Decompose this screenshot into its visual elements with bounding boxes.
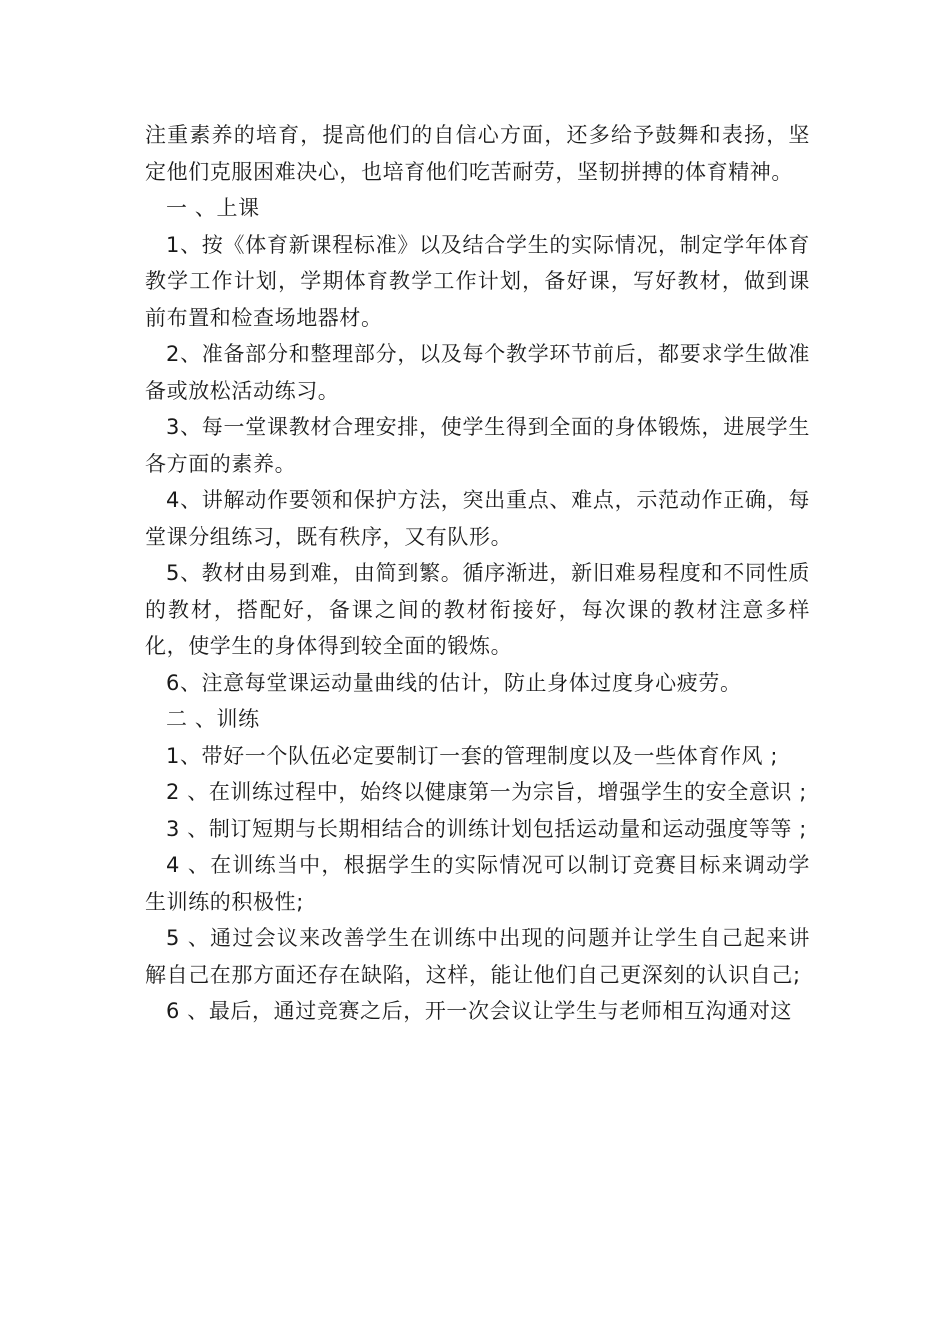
class-item-5: 5、教材由易到难，由简到繁。循序渐进，新旧难易程度和不同性质的教材，搭配好，备课之间的教材衔接好，每次课的教材注意多样化，使学生的身体得到较全面的锻炼。 bbox=[145, 561, 810, 658]
paragraph-intro: 注重素养的培育，提高他们的自信心方面，还多给予鼓舞和表扬，坚定他们克服困难决心，也培育他们吃苦耐劳，坚韧拼搏的体育精神。 bbox=[145, 123, 810, 184]
training-item-6: 6 、最后，通过竞赛之后，开一次会议让学生与老师相互沟通对这 bbox=[166, 999, 793, 1023]
training-item-5: 5 、通过会议来改善学生在训练中出现的问题并让学生自己起来讲解自己在那方面还存在缺陷，这样，能让他们自己更深刻的认识自己; bbox=[145, 926, 810, 987]
class-item-2: 2、准备部分和整理部分，以及每个教学环节前后，都要求学生做准备或放松活动练习。 bbox=[145, 342, 810, 403]
section-heading-training: 二 、训练 bbox=[166, 707, 260, 731]
section-heading-class: 一 、上课 bbox=[166, 196, 260, 220]
class-item-1: 1、按《体育新课程标准》以及结合学生的实际情况，制定学年体育教学工作计划，学期体育教学工作计划，备好课，写好教材，做到课前布置和检查场地器材。 bbox=[145, 232, 810, 330]
class-item-3: 3、每一堂课教材合理安排，使学生得到全面的身体锻炼，进展学生各方面的素养。 bbox=[145, 415, 810, 476]
class-item-6: 6、注意每堂课运动量曲线的估计，防止身体过度身心疲劳。 bbox=[166, 670, 742, 695]
document-body bbox=[145, 117, 810, 1030]
training-item-2: 2 、在训练过程中，始终以健康第一为宗旨，增强学生的安全意识 ; bbox=[166, 780, 807, 804]
training-item-3: 3 、制订短期与长期相结合的训练计划包括运动量和运动强度等等 ; bbox=[166, 816, 807, 841]
training-item-1: 1、带好一个队伍必定要制订一套的管理制度以及一些体育作风 ; bbox=[166, 743, 779, 768]
training-item-4: 4 、在训练当中，根据学生的实际情况可以制订竞赛目标来调动学生训练的积极性; bbox=[145, 853, 810, 914]
class-item-4: 4、讲解动作要领和保护方法，突出重点、难点，示范动作正确，每堂课分组练习，既有秩序，又有队形。 bbox=[145, 488, 810, 549]
